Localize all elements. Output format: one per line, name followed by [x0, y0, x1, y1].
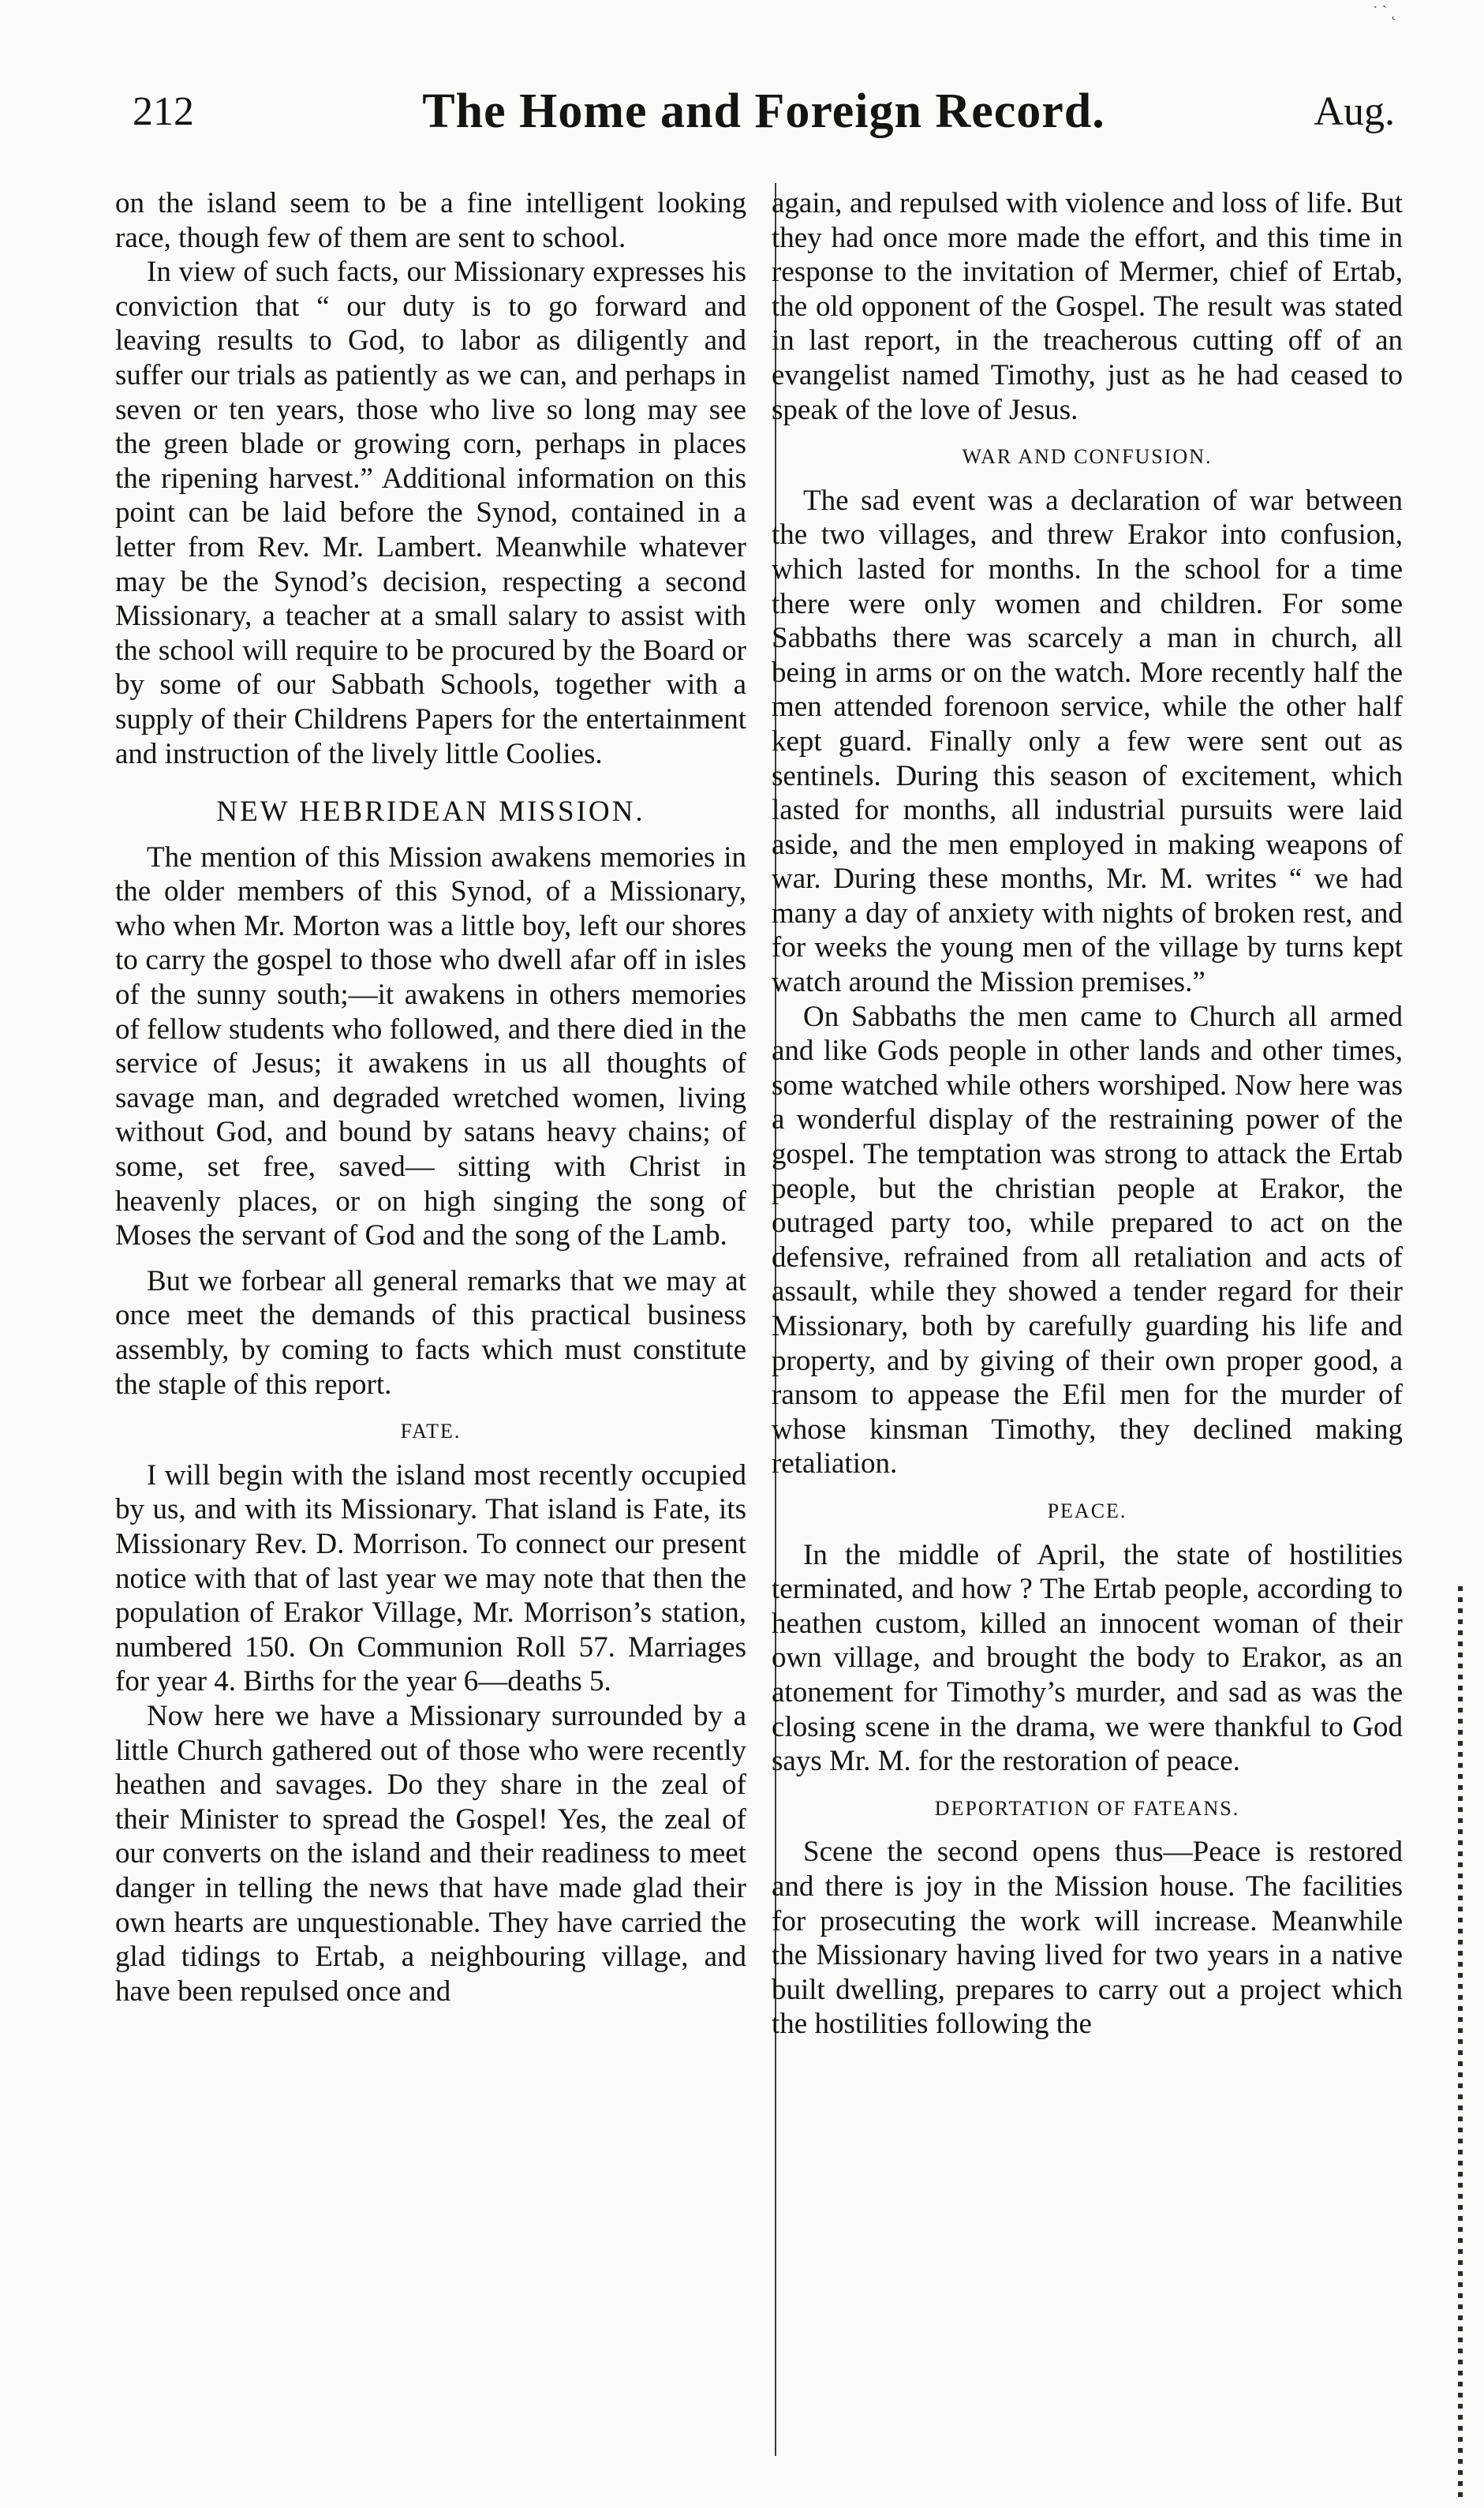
- section-heading-deportation-of-fateans: DEPORTATION OF FATEANS.: [934, 1796, 1240, 1820]
- page-number: 212: [133, 89, 194, 134]
- paragraph: again, and repulsed with violence and loss of life. But they had once more made the effort, and this time in response to the invitation of Mermer, chief of Ertab, the old opponent of the Gospel. The result was stated in last report, in the treacherous cutting off of an evangelist named Timothy, just as he had ceased to speak of the love of Jesus.: [772, 187, 1403, 426]
- issue-month: Aug.: [1314, 89, 1395, 134]
- page-edge-scan-artifact: [1458, 1586, 1463, 2502]
- paragraph: In view of such facts, our Missionary expresses his conviction that “ our duty is to go forward and leaving results to God, to labor as diligently and suffer our trials as patiently as we can, and perhaps in seven or ten years, those who live so long may see the green blade or growing corn, perhaps in places the ripening harvest.” Additional information on this point can be laid before the Synod, contained in a letter from Rev. Mr. Lambert. Meanwhile whatever may be the Synod’s decision, respecting a second Missionary, a teacher at a small salary to assist with the school will require to be procured by the Board or by some of our Sabbath Schools, together with a supply of their Childrens Papers for the entertainment and instruction of the lively little Coolies.: [115, 256, 746, 770]
- paragraph: on the island seem to be a fine intelligent looking race, though few of them are sent to school.: [115, 187, 746, 254]
- paragraph: In the middle of April, the state of hostilities terminated, and how ? The Ertab people, according to heathen custom, killed an innocent woman of their own village, and brought the body to Erakor, as an atonement for Timothy’s murder, and sad as was the closing scene in the drama, we were thankful to God says Mr. M. for the restoration of peace.: [772, 1538, 1403, 1778]
- section-heading-fate: FATE.: [400, 1420, 462, 1443]
- running-title: The Home and Foreign Record.: [422, 84, 1105, 138]
- section-heading-war-and-confusion: WAR AND CONFUSION.: [962, 445, 1213, 469]
- paragraph: On Sabbaths the men came to Church all armed and like Gods people in other lands and other times, some watched while others worshiped. Now here was a wonderful display of the restraining power of the gospel. The temptation was strong to attack the Ertab people, but the christian people at Erakor, the outraged party too, while prepared to act on the defensive, refrained from all retaliation and acts of assault, while they showed a tender regard for their Missionary, both by carefully guarding his life and property, and by giving of their own proper good, a ransom to appease the Efil men for the murder of whose kinsman Timothy, they declined making retaliation.: [772, 1000, 1403, 1480]
- section-heading-new-hebridean-mission: NEW HEBRIDEAN MISSION.: [216, 795, 645, 829]
- corner-scan-mark: ˙ ` ˛: [1373, 3, 1396, 21]
- paragraph: Scene the second opens thus—Peace is restored and there is joy in the Mission house. The facilities for prosecuting the work will increase. Meanwhile the Missionary having lived for two years in a native built dwelling, prepares to carry out a project which the hostilities following the: [772, 1836, 1403, 2041]
- paragraph: The mention of this Mission awakens memories in the older members of this Synod, of a Missionary, who when Mr. Morton was a little boy, left our shores to carry the gospel to those who dwell afar off in isles of the sunny south;—it awakens in others memories of fellow students who followed, and there died in the service of Jesus; it awakens in us all thoughts of savage man, and degraded wretched women, living without God, and bound by satans heavy chains; of some, set free, saved— sitting with Christ in heavenly places, or on high singing the song of Moses the servant of God and the song of the Lamb.: [115, 840, 746, 1252]
- right-column: [772, 186, 1403, 2042]
- paragraph: The sad event was a declaration of war between the two villages, and threw Erakor into confusion, which lasted for months. In the school for a time there were only women and children. For some Sabbaths there was scarcely a man in church, all being in arms or on the watch. More recently half the men attended forenoon service, while the other half kept guard. Finally only a few were sent out as sentinels. During this season of excitement, which lasted for months, all industrial pursuits were laid aside, and the men employed in making weapons of war. During these months, Mr. M. writes “ we had many a day of anxiety with nights of broken rest, and for weeks the young men of the village by turns kept watch around the Mission premises.”: [772, 484, 1403, 999]
- paragraph: Now here we have a Missionary surrounded by a little Church gathered out of those who were recently heathen and savages. Do they share in the zeal of their Minister to spread the Gospel! Yes, the zeal of our converts on the island and their readiness to meet danger in telling the news that have made glad their own hearts are unquestionable. They have carried the glad tidings to Ertab, a neighbouring village, and have been repulsed once and: [115, 1699, 746, 2008]
- left-column: [115, 186, 746, 2008]
- paragraph: I will begin with the island most recently occupied by us, and with its Missionary. That island is Fate, its Missionary Rev. D. Morrison. To connect our present notice with that of last year we may note that then the population of Erakor Village, Mr. Morrison’s station, numbered 150. On Communion Roll 57. Marriages for year 4. Births for the year 6—deaths 5.: [115, 1458, 746, 1698]
- paragraph: But we forbear all general remarks that we may at once meet the demands of this practical business assembly, by coming to facts which must constitute the staple of this report.: [115, 1264, 746, 1401]
- section-heading-peace: PEACE.: [1047, 1499, 1127, 1522]
- page-header: [133, 84, 1395, 152]
